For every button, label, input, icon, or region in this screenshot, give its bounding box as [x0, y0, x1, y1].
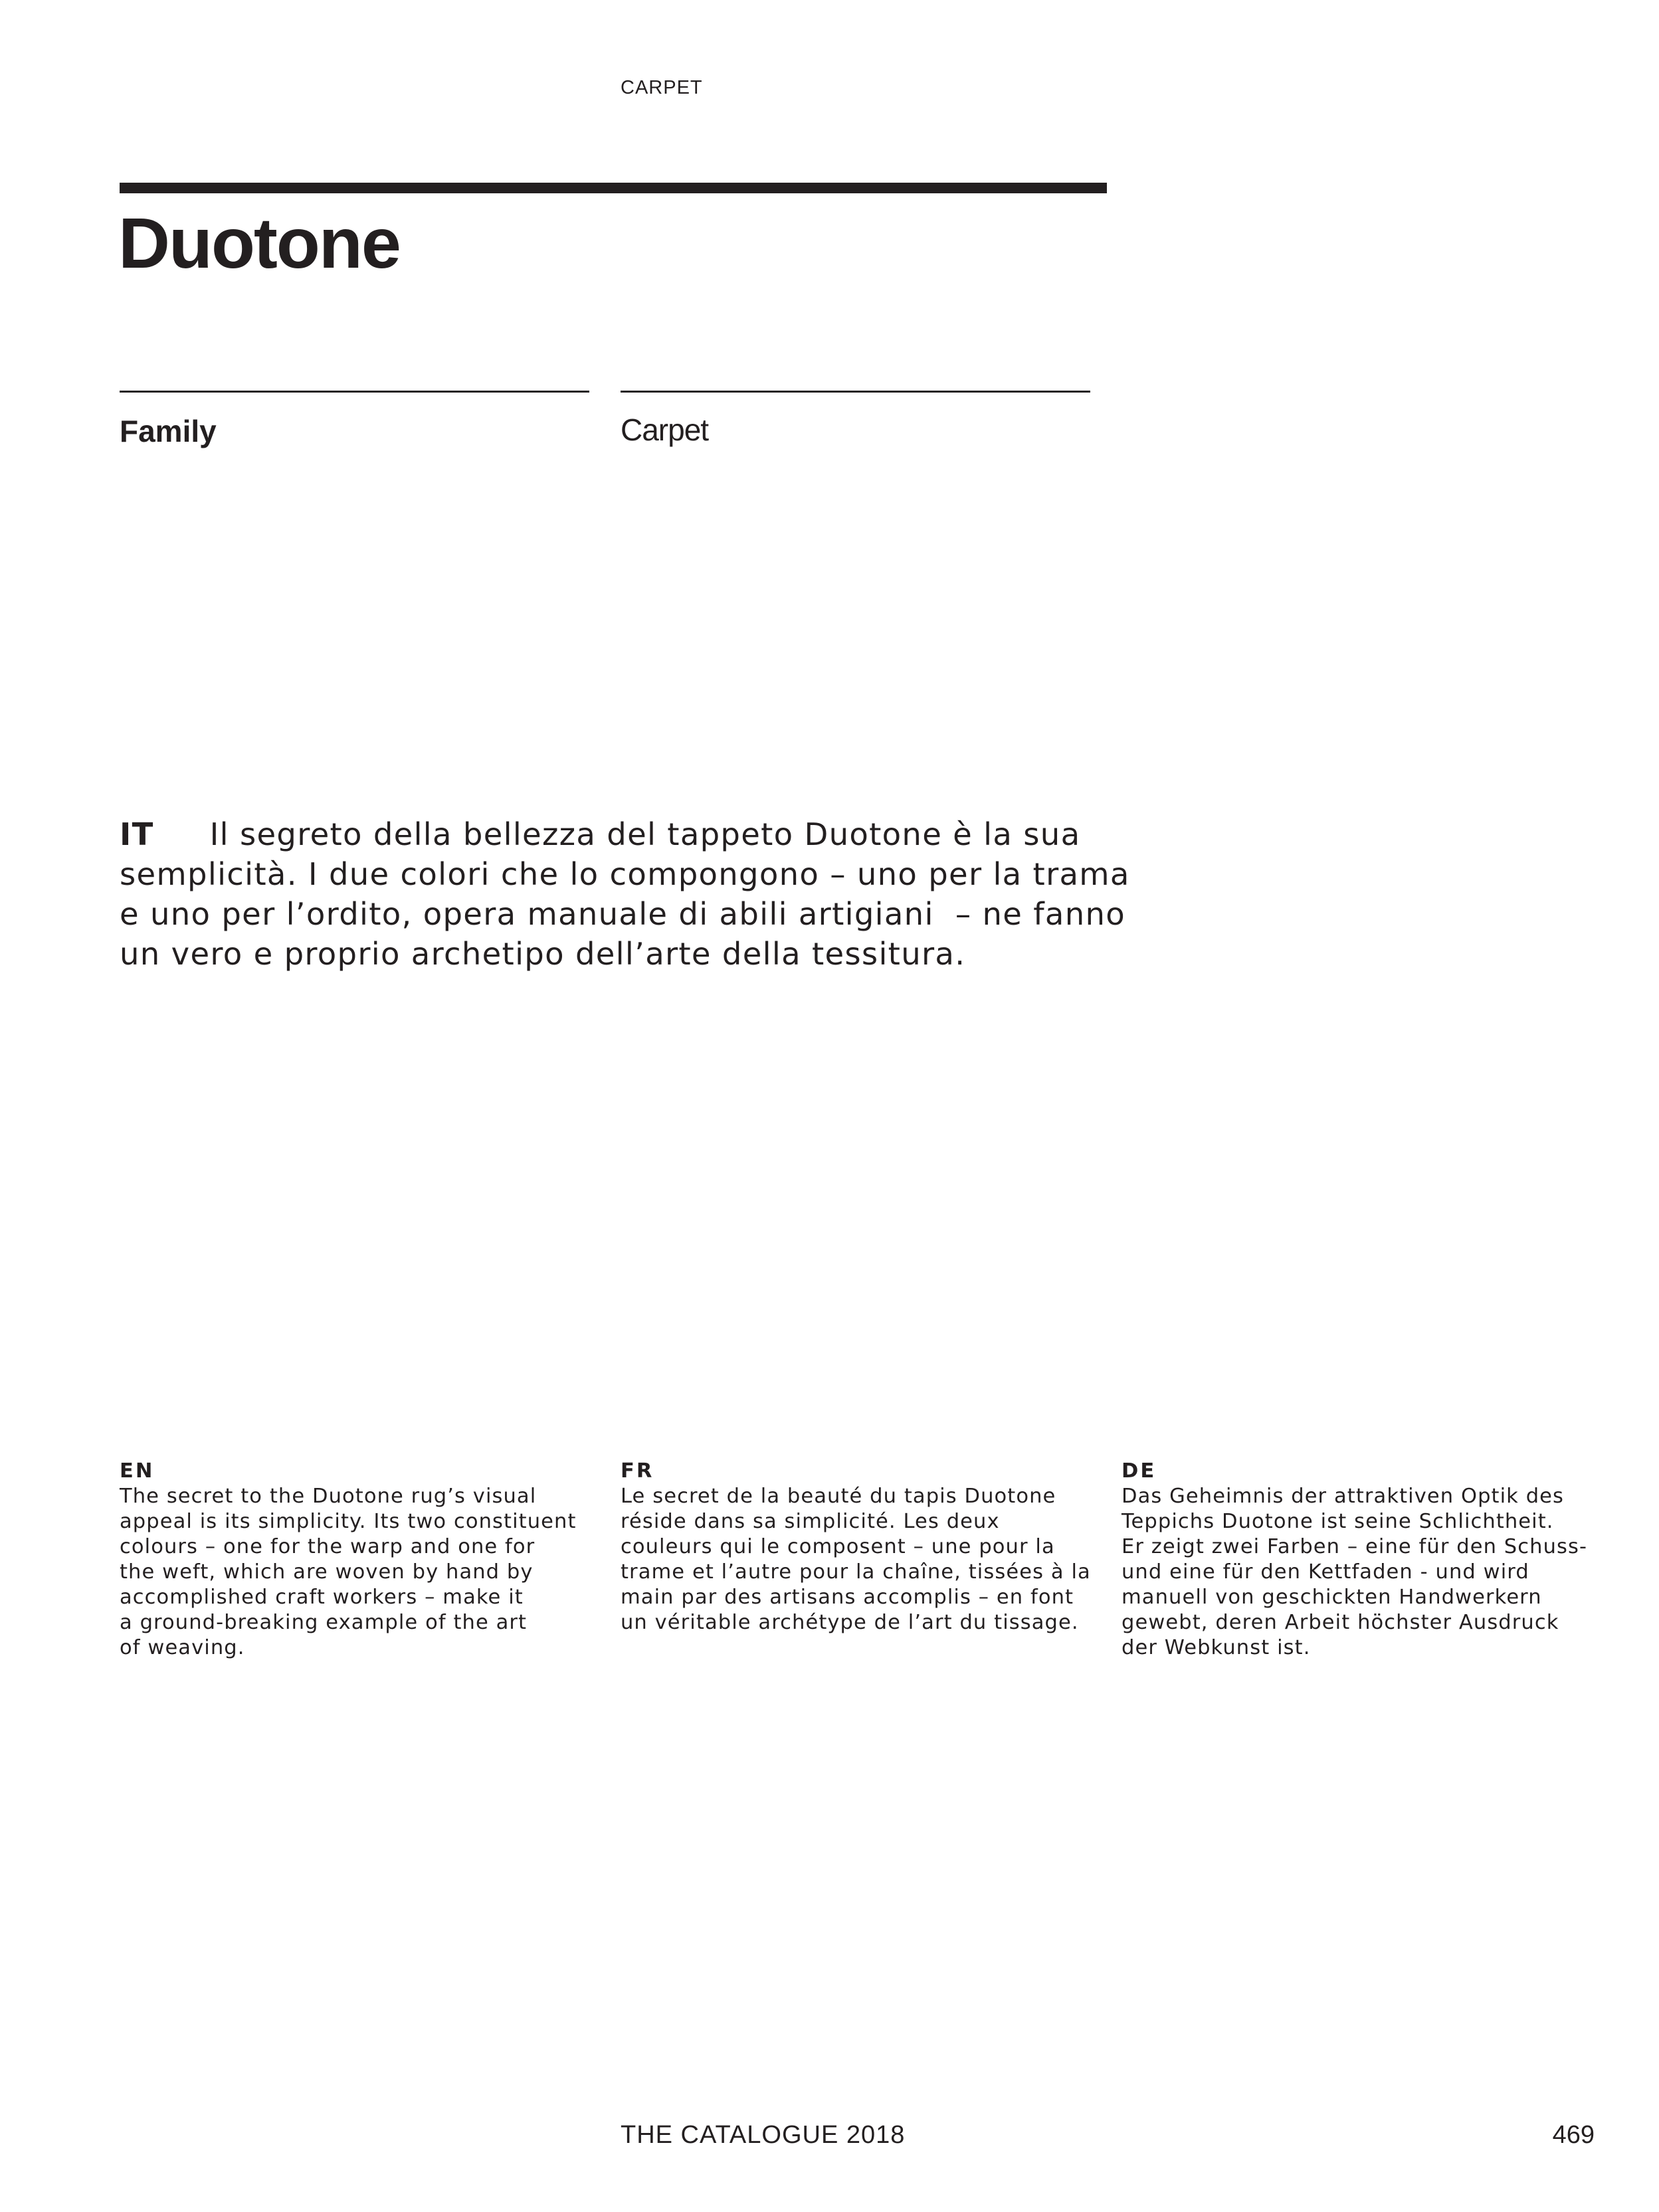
description-de-line: gewebt, deren Arbeit höchster Ausdruck	[1122, 1611, 1559, 1634]
description-en-line: colours – one for the warp and one for	[120, 1535, 536, 1558]
description-en-line: accomplished craft workers – make it	[120, 1586, 524, 1609]
description-en	[120, 1459, 598, 1661]
description-de-line: Das Geheimnis der attraktiven Optik des	[1122, 1485, 1565, 1508]
description-de-line: Teppichs Duotone ist seine Schlichtheit.	[1122, 1510, 1554, 1533]
title-rule	[120, 183, 1107, 193]
section-label: CARPET	[621, 77, 703, 98]
lang-code-en: EN	[120, 1459, 155, 1483]
page-title: Duotone	[118, 203, 400, 283]
description-de-line: manuell von geschickten Handwerkern	[1122, 1586, 1542, 1609]
description-en-line: a ground-breaking example of the art	[120, 1611, 528, 1634]
description-de-line: Er zeigt zwei Farben – eine für den Schuss-	[1122, 1535, 1588, 1558]
description-en-line: of weaving.	[120, 1636, 245, 1659]
lang-code-fr: FR	[621, 1459, 654, 1483]
description-en-line: the weft, which are woven by hand by	[120, 1560, 534, 1584]
description-fr-line: main par des artisans accomplis – en font	[621, 1586, 1074, 1609]
family-label: Family	[120, 414, 217, 448]
lang-code-de: DE	[1122, 1459, 1157, 1483]
description-fr-line: trame et l’autre pour la chaîne, tissées à la	[621, 1560, 1091, 1584]
description-it-line: un vero e proprio archetipo dell’arte della tessitura.	[120, 936, 966, 972]
description-it-line: e uno per l’ordito, opera manuale di abili artigiani – ne fanno	[120, 896, 1125, 932]
description-fr-line: couleurs qui le composent – une pour la	[621, 1535, 1055, 1558]
family-value: Carpet	[621, 413, 709, 447]
description-de-line: der Webkunst ist.	[1122, 1636, 1311, 1659]
footer-catalogue-title: THE CATALOGUE 2018	[621, 2121, 906, 2149]
description-fr-line: Le secret de la beauté du tapis Duotone	[621, 1485, 1056, 1508]
page-number: 469	[1552, 2121, 1595, 2149]
description-it	[120, 814, 1130, 974]
family-value-rule	[621, 391, 1090, 393]
description-it-line: semplicità. I due colori che lo compongono – uno per la trama	[120, 856, 1130, 892]
description-en-line: The secret to the Duotone rug’s visual	[120, 1485, 537, 1508]
description-it-text: Il segreto della bellezza del tappeto Duotone è la sua	[209, 816, 1081, 852]
description-de	[1122, 1459, 1600, 1661]
description-fr	[621, 1459, 1099, 1635]
description-en-line: appeal is its simplicity. Its two constituent	[120, 1510, 577, 1533]
description-fr-line: réside dans sa simplicité. Les deux	[621, 1510, 1000, 1533]
description-it-line	[120, 814, 1116, 854]
family-label-rule	[120, 391, 589, 393]
lang-code-it: IT	[120, 816, 154, 852]
description-fr-line: un véritable archétype de l’art du tissage.	[621, 1611, 1079, 1634]
description-de-line: und eine für den Kettfaden - und wird	[1122, 1560, 1529, 1584]
